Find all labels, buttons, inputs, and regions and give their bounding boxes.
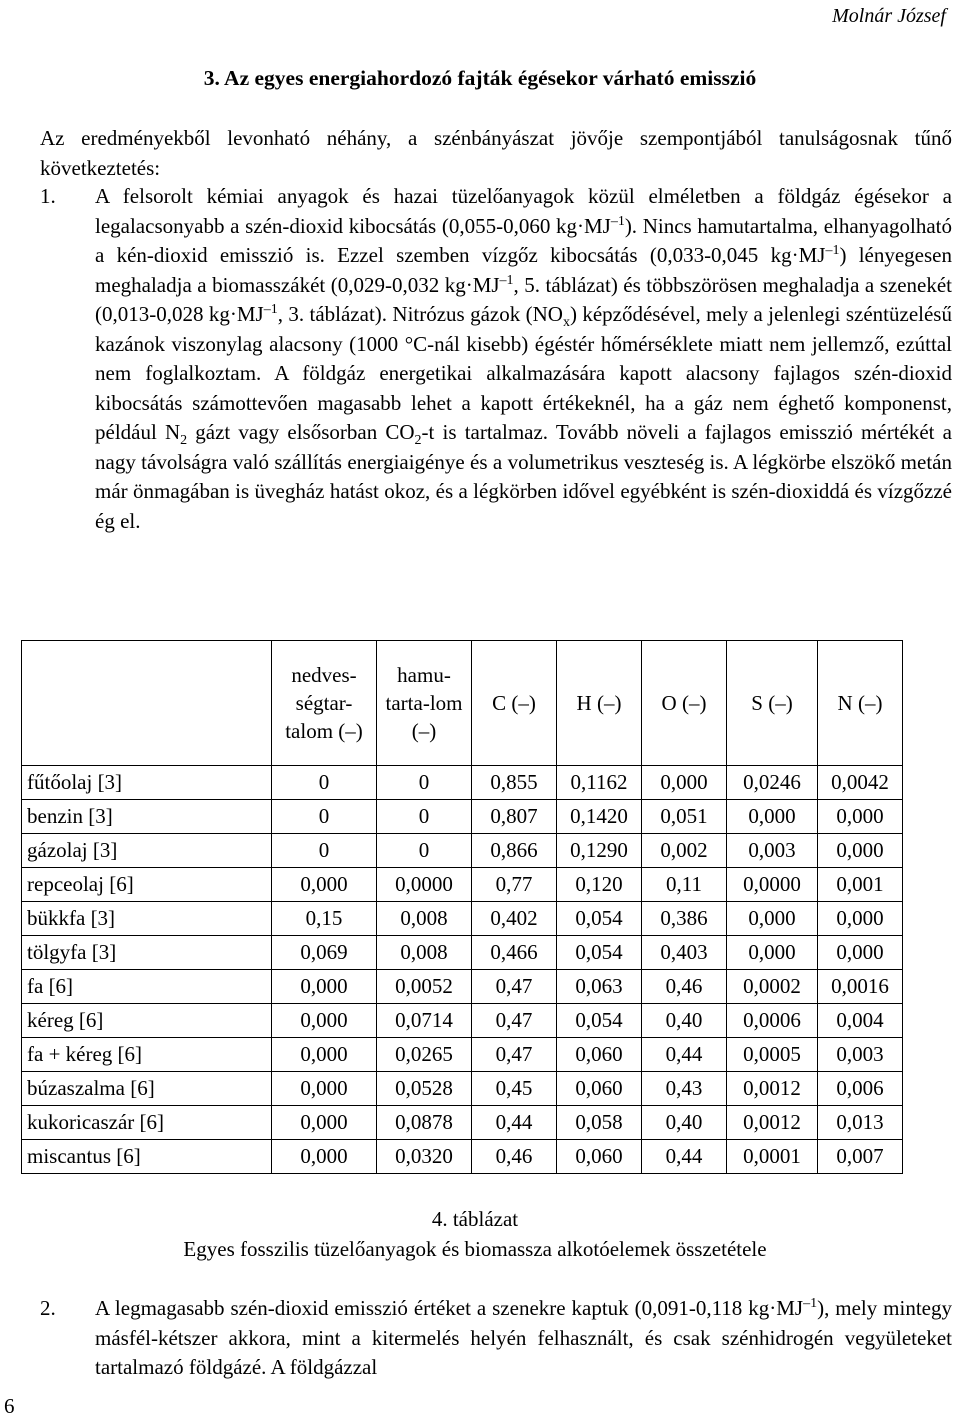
value-cell: 0 — [272, 834, 377, 868]
value-cell: 0,0265 — [377, 1038, 472, 1072]
value-cell: 0,855 — [472, 766, 557, 800]
table-caption — [0, 1205, 950, 1264]
value-cell: 0 — [272, 766, 377, 800]
value-cell: 0,008 — [377, 936, 472, 970]
value-cell: 0,0000 — [727, 868, 818, 902]
value-cell: 0,120 — [557, 868, 642, 902]
header-cell: N (–) — [818, 641, 903, 766]
value-cell: 0,054 — [557, 902, 642, 936]
value-cell: 0,0005 — [727, 1038, 818, 1072]
value-cell: 0,0001 — [727, 1140, 818, 1174]
value-cell: 0,004 — [818, 1004, 903, 1038]
row-label-cell: kéreg [6] — [22, 1004, 272, 1038]
header-cell: hamu-tarta-lom (–) — [377, 641, 472, 766]
row-label-cell: fa + kéreg [6] — [22, 1038, 272, 1072]
value-cell: 0,058 — [557, 1106, 642, 1140]
value-cell: 0,47 — [472, 970, 557, 1004]
table-row — [22, 834, 903, 868]
value-cell: 0,000 — [272, 868, 377, 902]
value-cell: 0,051 — [642, 800, 727, 834]
table-row — [22, 902, 903, 936]
table-row — [22, 1106, 903, 1140]
header-cell: O (–) — [642, 641, 727, 766]
value-cell: 0,0042 — [818, 766, 903, 800]
value-cell: 0,807 — [472, 800, 557, 834]
value-cell: 0 — [272, 800, 377, 834]
value-cell: 0 — [377, 834, 472, 868]
value-cell: 0,000 — [727, 902, 818, 936]
value-cell: 0,46 — [642, 970, 727, 1004]
table-row — [22, 800, 903, 834]
value-cell: 0,007 — [818, 1140, 903, 1174]
row-label-cell: fa [6] — [22, 970, 272, 1004]
value-cell: 0,46 — [472, 1140, 557, 1174]
value-cell: 0,000 — [642, 766, 727, 800]
item-number: 1. — [40, 184, 56, 208]
value-cell: 0,0878 — [377, 1106, 472, 1140]
page-number: 6 — [4, 1394, 15, 1418]
header-cell: S (–) — [727, 641, 818, 766]
header-cell: nedves-ségtar-talom (–) — [272, 641, 377, 766]
composition-table — [21, 640, 903, 1174]
value-cell: 0,0002 — [727, 970, 818, 1004]
value-cell: 0,000 — [818, 834, 903, 868]
value-cell: 0,000 — [272, 1038, 377, 1072]
value-cell: 0,000 — [818, 902, 903, 936]
row-label-cell: gázolaj [3] — [22, 834, 272, 868]
value-cell: 0,003 — [727, 834, 818, 868]
row-label-cell: tölgyfa [3] — [22, 936, 272, 970]
table-row — [22, 1072, 903, 1106]
value-cell: 0,402 — [472, 902, 557, 936]
value-cell: 0,40 — [642, 1004, 727, 1038]
intro-paragraph: Az eredményekből levonható néhány, a szénbányászat jövője szempontjából tanulságosnak tűnő következtetés: — [40, 126, 952, 180]
row-label-cell: fűtőolaj [3] — [22, 766, 272, 800]
value-cell: 0,466 — [472, 936, 557, 970]
table-row — [22, 1004, 903, 1038]
header-cell: C (–) — [472, 641, 557, 766]
row-label-cell: kukoricaszár [6] — [22, 1106, 272, 1140]
header-cell: H (–) — [557, 641, 642, 766]
value-cell: 0,000 — [272, 1140, 377, 1174]
table-row — [22, 1038, 903, 1072]
value-cell: 0,43 — [642, 1072, 727, 1106]
value-cell: 0,44 — [642, 1140, 727, 1174]
item-number: 2. — [40, 1296, 56, 1320]
value-cell: 0,403 — [642, 936, 727, 970]
value-cell: 0,063 — [557, 970, 642, 1004]
value-cell: 0,013 — [818, 1106, 903, 1140]
value-cell: 0,054 — [557, 1004, 642, 1038]
value-cell: 0 — [377, 800, 472, 834]
value-cell: 0,0016 — [818, 970, 903, 1004]
value-cell: 0,000 — [272, 1072, 377, 1106]
value-cell: 0,47 — [472, 1004, 557, 1038]
value-cell: 0,000 — [272, 1004, 377, 1038]
value-cell: 0,069 — [272, 936, 377, 970]
value-cell: 0 — [377, 766, 472, 800]
header-cell — [22, 641, 272, 766]
numbered-item-1 — [40, 182, 952, 536]
value-cell: 0,000 — [727, 800, 818, 834]
value-cell: 0,1290 — [557, 834, 642, 868]
section-title: 3. Az egyes energiahordozó fajták égésekor várható emisszió — [203, 66, 757, 90]
value-cell: 0,45 — [472, 1072, 557, 1106]
table-row — [22, 868, 903, 902]
value-cell: 0,006 — [818, 1072, 903, 1106]
value-cell: 0,44 — [472, 1106, 557, 1140]
value-cell: 0,0714 — [377, 1004, 472, 1038]
numbered-item-2 — [40, 1294, 952, 1383]
value-cell: 0,40 — [642, 1106, 727, 1140]
value-cell: 0,386 — [642, 902, 727, 936]
value-cell: 0,060 — [557, 1038, 642, 1072]
row-label-cell: benzin [3] — [22, 800, 272, 834]
caption-text: Egyes fosszilis tüzelőanyagok és biomassza alkotóelemek összetétele — [183, 1236, 767, 1261]
value-cell: 0,866 — [472, 834, 557, 868]
value-cell: 0,060 — [557, 1072, 642, 1106]
caption-label: 4. táblázat — [431, 1207, 519, 1231]
value-cell: 0,0000 — [377, 868, 472, 902]
table-row — [22, 766, 903, 800]
value-cell: 0,000 — [272, 1106, 377, 1140]
value-cell: 0,054 — [557, 936, 642, 970]
value-cell: 0,0006 — [727, 1004, 818, 1038]
value-cell: 0,47 — [472, 1038, 557, 1072]
row-label-cell: miscantus [6] — [22, 1140, 272, 1174]
table-row — [22, 936, 903, 970]
value-cell: 0,000 — [818, 800, 903, 834]
value-cell: 0,15 — [272, 902, 377, 936]
value-cell: 0,0052 — [377, 970, 472, 1004]
value-cell: 0,1162 — [557, 766, 642, 800]
value-cell: 0,000 — [727, 936, 818, 970]
value-cell: 0,002 — [642, 834, 727, 868]
value-cell: 0,0528 — [377, 1072, 472, 1106]
value-cell: 0,060 — [557, 1140, 642, 1174]
row-label-cell: repceolaj [6] — [22, 868, 272, 902]
table-header-row — [22, 641, 903, 766]
table-row — [22, 970, 903, 1004]
table-row — [22, 1140, 903, 1174]
value-cell: 0,1420 — [557, 800, 642, 834]
value-cell: 0,001 — [818, 868, 903, 902]
value-cell: 0,77 — [472, 868, 557, 902]
item-text: A legmagasabb szén-dioxid emisszió értéket a szenekre kaptuk (0,091-0,118 $kg\cdot MJ^{-1}$), mely mintegy másfél-kétszer akkora, mint a kitermelés helyén felhasznált, és csak szénhidrogén vegyületeket tartalmazó földgázé. A földgázzal — [95, 1296, 952, 1379]
value-cell: 0,0246 — [727, 766, 818, 800]
value-cell: 0,003 — [818, 1038, 903, 1072]
value-cell: 0,0012 — [727, 1072, 818, 1106]
row-label-cell: bükkfa [3] — [22, 902, 272, 936]
item-text: A felsorolt kémiai anyagok és hazai tüzelőanyagok közül elméletben a földgáz égésekor a legalacsonyabb a szén-dioxid kibocsátás (0,055-0,060 $kg\cdot MJ^{-1}$). Nincs hamutartalma, elhanyagolható a kén-dioxid emisszió is. Ezzel szemben vízgőz kibocsátás (0,033-0,045 $kg\cdot MJ^{-1}$) lényegesen meghaladja a biomasszákét (0,029-0,032 $kg\cdot MJ^{-1}$, 5. táblázat) és többszörösen meghaladja a szenekét (0,013-0,028 $kg\cdot MJ^{-1}$, 3. táblázat). Nitrózus gázok $(NO_x)$ képződésével, mely a jelenlegi széntüzelésű kazánok viszonylag alacsony (1000 °C-nál kisebb) égéstér hőmérséklete miatt nem jellemző, ezúttal nem foglalkoztam. A földgáz energetikai alkalmazására kapott alacsony fajlagos szén-dioxid kibocsátás számottevően magasabb lehet a kapott értékeknél, ha a gáz nem éghető komponenst, például $N_2$ gázt vagy elsősorban $CO_2-t$ is tartalmaz. Tovább növeli a fajlagos emisszió mértékét a nagy távolságra való szállítás energiaigénye és a volumetrikus veszteség is. A légkörbe elszökő metán már önmagában is üvegház hatást okoz, és a légkörben idővel egyébként is szén-dioxiddá és vízgőzzé ég el. — [95, 184, 952, 533]
value-cell: 0,000 — [272, 970, 377, 1004]
value-cell: 0,008 — [377, 902, 472, 936]
value-cell: 0,11 — [642, 868, 727, 902]
value-cell: 0,44 — [642, 1038, 727, 1072]
value-cell: 0,0012 — [727, 1106, 818, 1140]
value-cell: 0,0320 — [377, 1140, 472, 1174]
value-cell: 0,000 — [818, 936, 903, 970]
row-label-cell: búzaszalma [6] — [22, 1072, 272, 1106]
running-header: Molnár József — [832, 5, 946, 27]
